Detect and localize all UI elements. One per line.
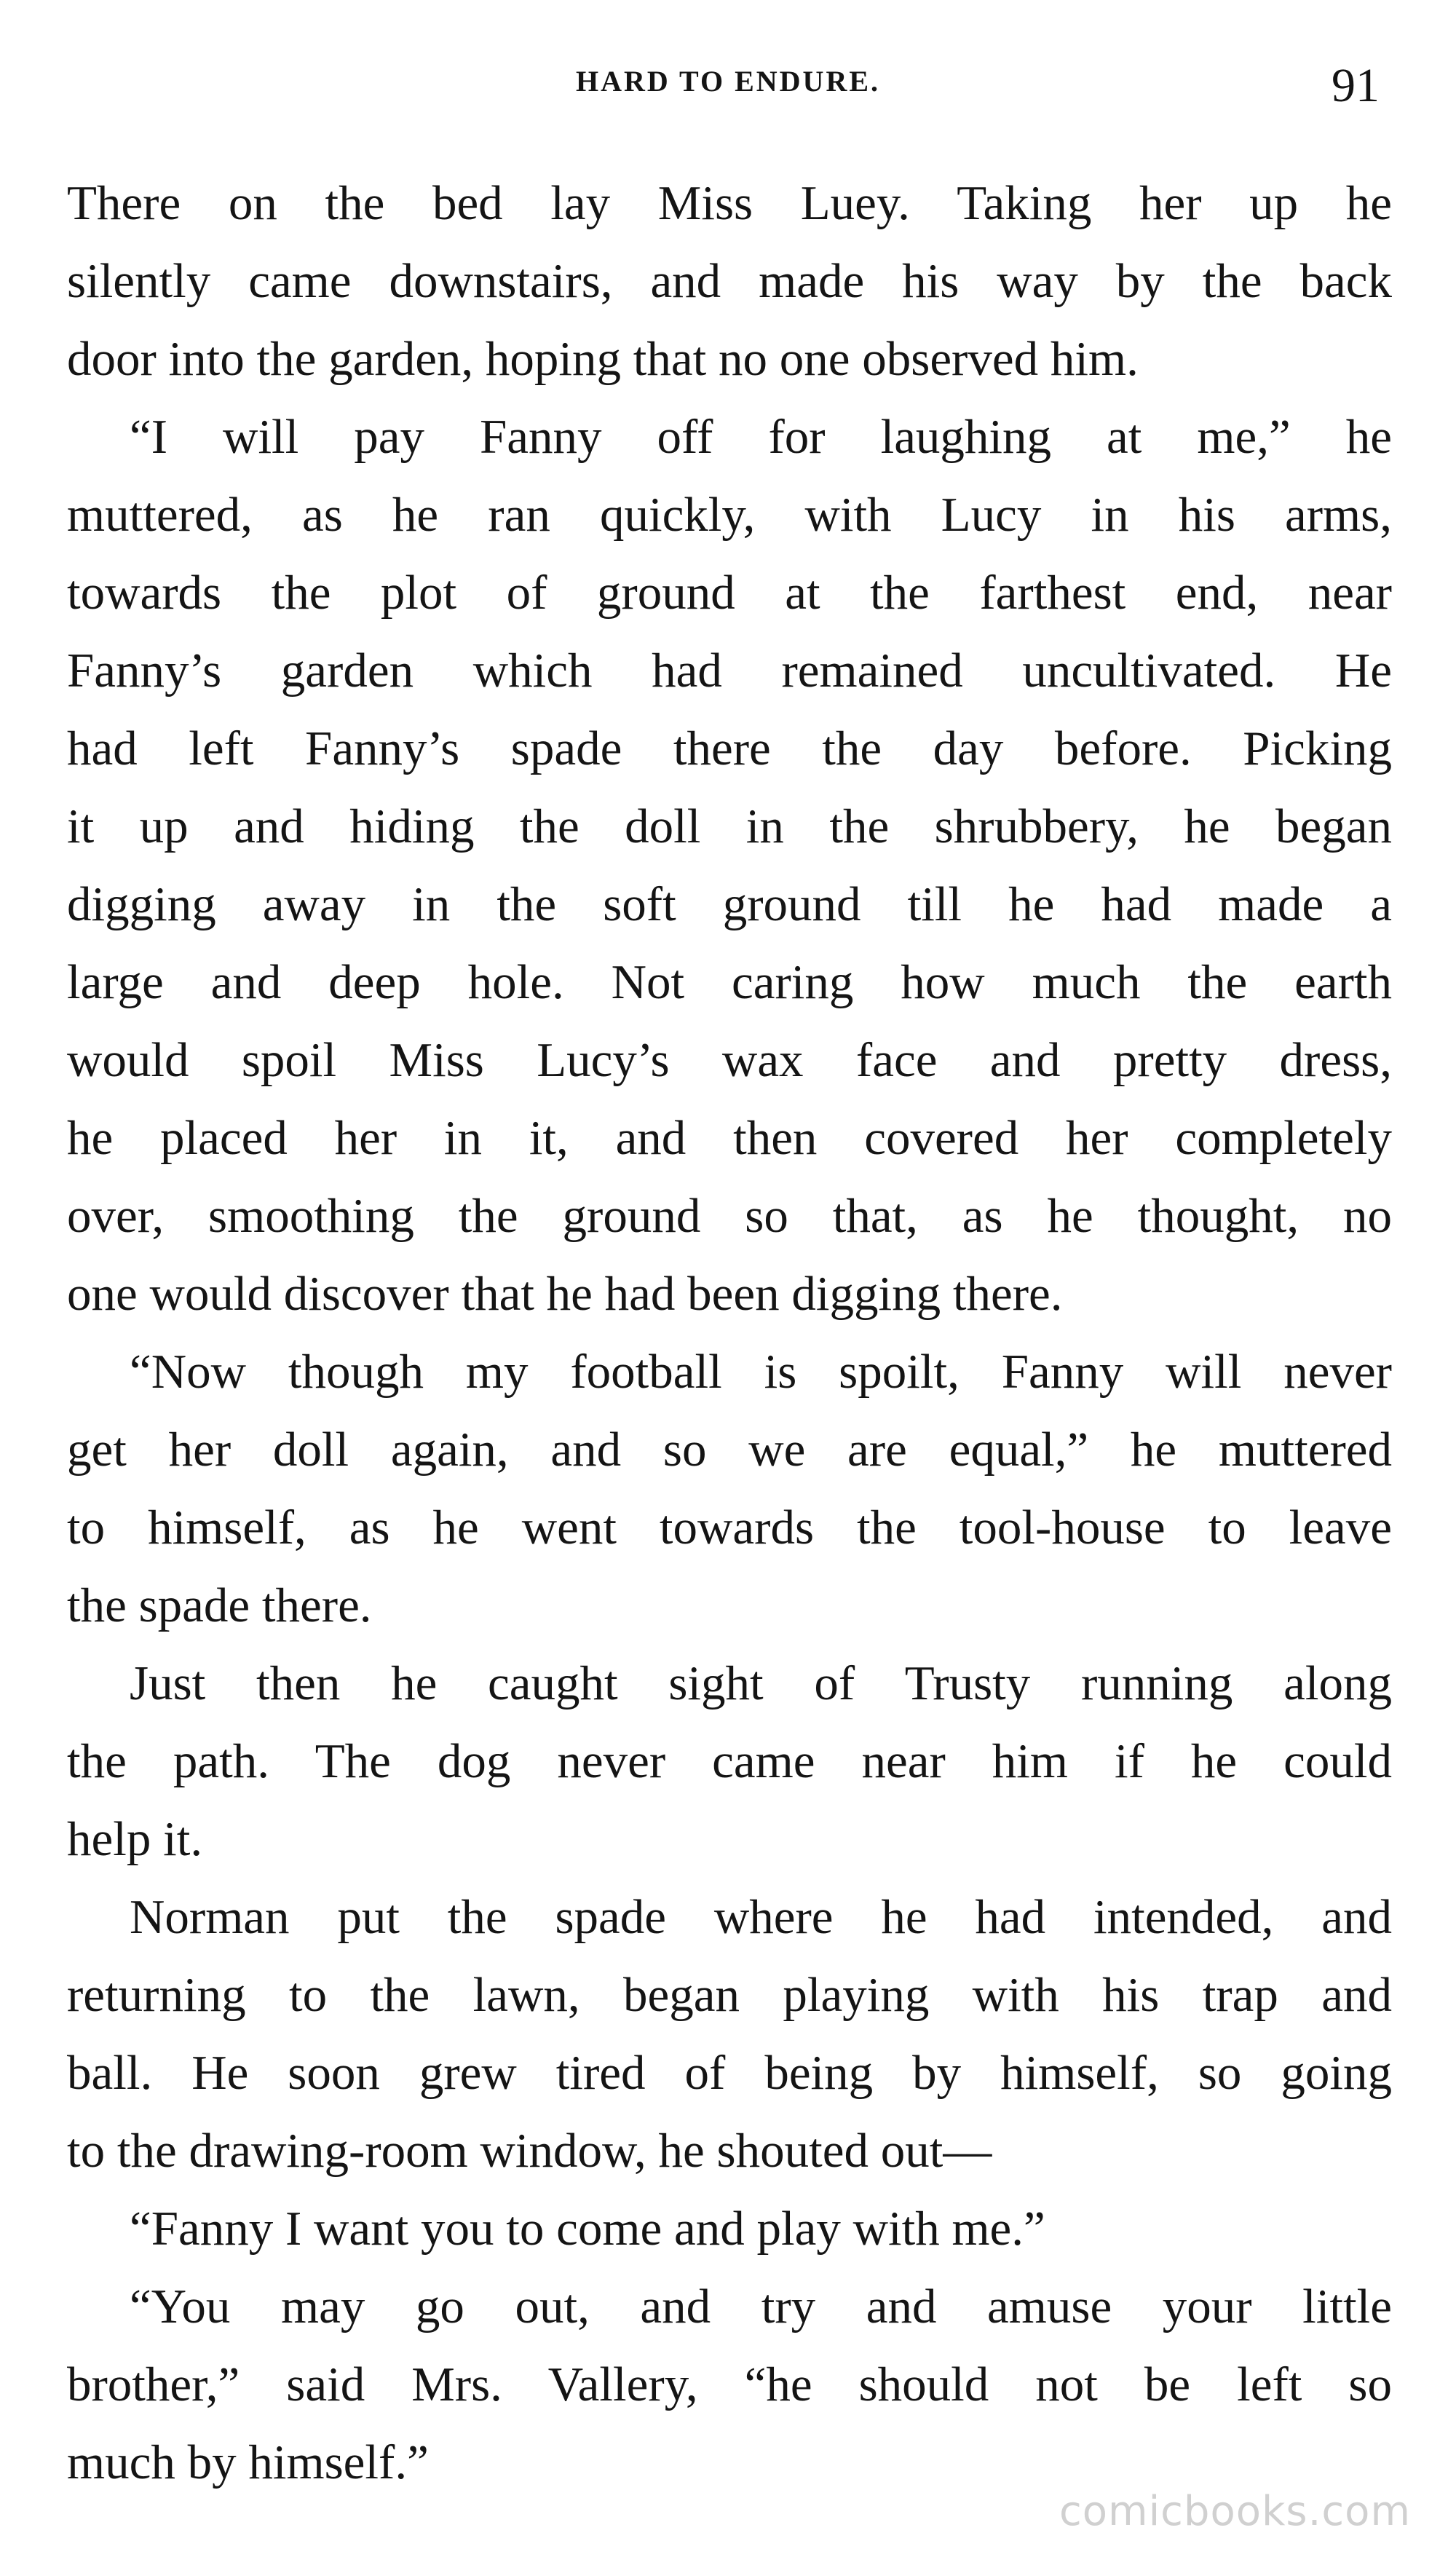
text-line: the path. The dog never came near him if he could xyxy=(67,1734,1392,1788)
text-line: There on the bed lay Miss Luey. Taking her up he xyxy=(67,176,1392,230)
text-line: returning to the lawn, began playing with his trap and xyxy=(67,1968,1392,2022)
text-line: towards the plot of ground at the farthest end, near xyxy=(67,566,1392,620)
text-line: door into the garden, hoping that no one observed him. xyxy=(67,332,1139,386)
text-line: over, smoothing the ground so that, as he thought, no xyxy=(67,1189,1392,1243)
text-line: to himself, as he went towards the tool-house to leave xyxy=(67,1501,1392,1554)
text-line: “I will pay Fanny off for laughing at me,” he xyxy=(130,410,1392,464)
text-line: digging away in the soft ground till he had made a xyxy=(67,877,1392,931)
text-line: ball. He soon grew tired of being by himself, so going xyxy=(67,2046,1392,2100)
text-line: large and deep hole. Not caring how much the earth xyxy=(67,955,1392,1009)
text-line: brother,” said Mrs. Vallery, “he should not be left so xyxy=(67,2358,1392,2411)
text-line: to the drawing-room window, he shouted out— xyxy=(67,2124,992,2178)
text-line: much by himself.” xyxy=(67,2435,429,2489)
text-line: help it. xyxy=(67,1812,203,1866)
text-line: “Fanny I want you to come and play with me.” xyxy=(130,2202,1045,2256)
text-line: it up and hiding the doll in the shrubbery, he began xyxy=(67,799,1392,853)
text-line: the spade there. xyxy=(67,1578,372,1632)
text-line: Norman put the spade where he had intended, and xyxy=(130,1890,1392,1944)
text-line: he placed her in it, and then covered her completely xyxy=(67,1111,1392,1165)
running-head xyxy=(66,58,1390,124)
text-line: Just then he caught sight of Trusty running along xyxy=(130,1656,1392,1710)
text-line: had left Fanny’s spade there the day before. Picking xyxy=(67,722,1392,775)
text-line: “Now though my football is spoilt, Fanny will never xyxy=(130,1345,1392,1399)
text-line: muttered, as he ran quickly, with Lucy in his arms, xyxy=(67,488,1392,542)
text-line: silently came downstairs, and made his way by the back xyxy=(67,254,1392,308)
text-line: get her doll again, and so we are equal,” he muttered xyxy=(67,1423,1392,1477)
text-line: one would discover that he had been digging there. xyxy=(67,1267,1063,1321)
body-text xyxy=(67,165,1392,2502)
text-line: Fanny’s garden which had remained uncultivated. He xyxy=(67,644,1392,697)
text-line: “You may go out, and try and amuse your little xyxy=(130,2280,1392,2333)
watermark: comicbooks.com xyxy=(1059,2488,1411,2535)
page-number: 91 xyxy=(1332,59,1380,112)
text-line: would spoil Miss Lucy’s wax face and pretty dress, xyxy=(67,1033,1392,1087)
running-title: HARD TO ENDURE. xyxy=(575,65,881,98)
